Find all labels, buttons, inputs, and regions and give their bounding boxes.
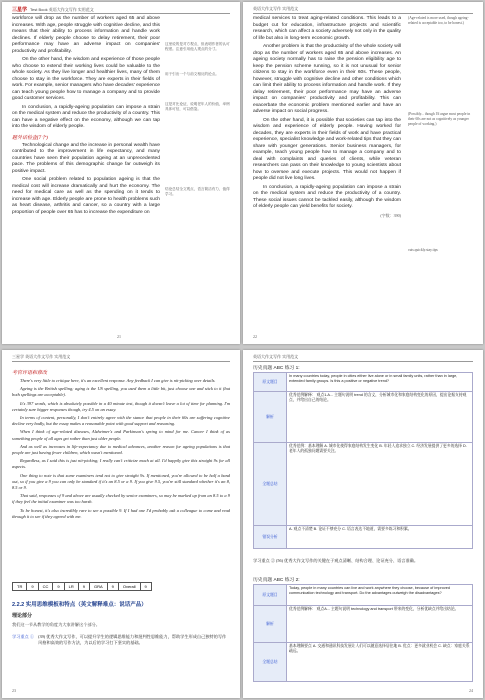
exercise-table — [253, 584, 473, 682]
margin-note: 用于引出一个与前文相反的论点。 — [165, 72, 219, 76]
page-header: 三星学 Test Book 英语大作文写作 实用范文 — [12, 6, 230, 14]
margin-note: (Possibly... though I'd argue most people in their 60s are not as cognitively as younger people of working.) — [408, 112, 471, 126]
margin-note: 这是对比论证，说明老年人的价值，举例具体可信，可以借鉴。 — [165, 102, 230, 111]
section-heading: 2.2.2 实用思维模板和特点（英文解释难点：说话产品） — [12, 602, 147, 608]
table-row: 错误分析 A. 观点不清楚 B. 论证不够充分 C. 语言表达不地道，需要多练习和积累。 — [254, 526, 473, 549]
paragraph: That said, responses of 9 and above are usually checked by senior examiners, so may be marked up from an 8.5 to a 9 if they feel the initial examiner was too harsh. — [12, 493, 230, 505]
paragraph: Ageing is the British spelling; aging is the US spelling, you used them a little bit, just choose one and stick to it (but both spellings are acceptable). — [12, 386, 230, 398]
paragraph: And as well as increases in life-expectancy due to medical advances, another reason for ageing populations is that people are just having fewer children, which wasn't mentioned. — [12, 443, 230, 456]
page-2 — [243, 2, 483, 344]
page-number: 23 — [12, 688, 16, 693]
paragraph: There's very little to critique here, it's an excellent response. Any feedback I can give is nit-picking over details. — [20, 378, 216, 383]
paragraph: Another problem is that the productivity of the whole society will drop as the number of workers aged 65 and above increases. An ageing society normally has to raise the pension eligibility age to keep the pension scheme running, so it is not unusual for senior citizens to stay in the workforce even in their 60s. These people, however, struggle with cognitive decline and other conditions which can limit their ability to process information and handle work. If they delay retirement, their poor performance may have an adverse impact on companies' productivity and profitability. This can exacerbate the economic problem mentioned earlier and have an adverse impact on social progress. — [253, 44, 401, 114]
page-header: 英语大作文写作 实用范文 — [253, 6, 473, 14]
paragraph: In conclusion, a rapidly-ageing population can impose a strain on the medical system and reduce the productivity of a country. This can have a negative effect on the economy, although we can tap into the wisdom of elderly people. — [12, 104, 160, 129]
page-3 — [2, 350, 240, 698]
paragraph: On the other hand, the wisdom and experience of those people who choose to extend their working lives could be valuable to the whole society. As they live longer and healthier lives, many of them choose to stay in the workforce. They are experts in their fields of work. For example, senior managers who have decades' experience can teach young people how to manage a company and to provide good customer services. — [12, 57, 160, 101]
page-4 — [243, 350, 483, 698]
paragraph: workforce will drop as the number of workers aged 65 and above increases. With age, people struggle with cognitive decline, and this means that their ability to process information and handle work declines. If elderly people choose to delay retirement, their poor performance may have an adverse impact on companies' productivity and profitability. — [12, 16, 160, 54]
study-point: 学习重点 ② (56) 优秀大作文写作的关键在于观点清晰、结构合理、论证充分、语言准确。 — [253, 558, 419, 563]
score-table: TR 9 CC 9 LR 9 GRA 9 Overall 9 — [12, 582, 152, 591]
paragraph: On the other hand, it is possible that societies can tap into the wisdom and experience of elderly people. Having worked for decades, they are experts in their fields of work and have practical experience, specialist knowledge and work-related tips that they can share with younger generations. Senior business managers, for example, teach young people how to manage a company and to deal with complaints and queries of clients, while veteran researchers can pass on their knowledge to young scientists about how to oversee and execute projects. This would not happen if people did not live long lives. — [253, 117, 401, 181]
table-row: 原文题目 In many countries today, people in cities either live alone or in small family units, rather than in large, extended family groups. Is this a positive or negative trend? — [254, 373, 473, 392]
page-number: 21 — [117, 334, 121, 339]
page-number: 24 — [469, 688, 473, 693]
study-point-label: 学习重点 ① — [12, 634, 35, 639]
table-row: 全题总结 优秀范例：基本理解 A. 城市化使得家庭结构发生变化 B. 年轻人追求独立 C. 经济发展提供了更多的选择 D. 老年人的孤独问题需要关注。 — [254, 443, 473, 526]
intro-text: 我们这一节从教学的角度为大家讲解这个部分。 — [12, 622, 100, 627]
margin-note: (Age-related is more used, though ageing-related is acceptable too, to be honest.) — [408, 16, 469, 25]
paragraph: It's 397 words, which is absolutely possible in a 40 minute test, though it doesn't leave a lot of time for planning. I'm certainly sure bigger responses though, try 4.5 on an essay. — [12, 400, 230, 412]
word-count: (字数：390) — [380, 212, 401, 218]
study-point-text: (39) 优秀大作文写作，可以提升学生的逻辑思维能力和批判性思维能力，帮助学生形成自己独特的写作风格和高效的写作方法，为以后的学习打下坚实的基础。 — [38, 634, 227, 645]
table-row: 全题总结 基本理解要点 A. 交通和通讯科技发展让人们可以随意选择居住地 B. 优点：更多就业机会 C. 缺点：家庭关系疏远。 — [254, 643, 473, 682]
paragraph: Technological change and the increase in personal wealth have contributed to the improvement in life expectancy, and many countries have seen their population ageing at an unprecedented pace. The problems of this demographic change far outweigh its positive impact. — [12, 142, 160, 174]
paragraph: In terms of content, personally, I don't entirely agree with the stance that people in their 60s are suffering cognitive decline very badly, but the essay makes a reasonable point with good support and reasoning. — [12, 415, 230, 427]
paragraph: medical services to treat aging-related conditions. This leads to a budget cut for education, infrastructure projects and scientific research, which can affect a society adversely not only in the quality of life but also in long-term economic growth. — [253, 16, 401, 41]
subheading: 理论部分 — [12, 613, 33, 619]
margin-note: 这里说的是对方观点，但表明作者的认可程度。注意引用他人观点的分寸。 — [165, 42, 230, 51]
table-row: 原文题目 Today, people in many countries can live and work anywhere they choose, because of improved communication technology and transport. Do the advantages outweigh the disadvantages? — [254, 585, 473, 606]
section-title: 题外话检查(7个) — [12, 135, 48, 141]
page-header: 英语大作文写作 实用范文 — [253, 354, 473, 362]
paragraph: One thing to note is that some examiners tend not to give straight 9s. If mentioned, you're allowed to be half a band out, so if you give a 9 you can only be standard if it's an 8.5 or a 9. If you give 9.5, you're still standard whether it's an 8, 8.5 or 9. — [12, 472, 230, 491]
page-1 — [2, 2, 240, 344]
paragraph: To be honest, it's also incredibly rare to see a possible 9. If I had one I'd probably ask a colleague to come and read through it to see if they agreed with me. — [12, 507, 230, 519]
margin-note: 结论总结全文观点，语言简洁有力，值得学习。 — [165, 187, 230, 196]
book-logo: 三星学 — [12, 7, 28, 13]
paragraph: One social problem related to population ageing is that the medical cost will increase dramatically and hurt the economy. The need for medical care as well as the spending on it tends to increase with age. Elderly people are prone to health problems such as heart disease, arthritis and cancer, so a country with a large proportion of people over 65 has to increase the expenditure on — [12, 177, 160, 215]
page-header: 三星学 英语大作文写作 实用范文 — [12, 354, 230, 362]
paragraph: Regardless, as I said this is just nit-picking; I really can't criticize much at all. I'd happily give this straight 9s for all aspects. — [12, 458, 230, 470]
paragraph: When I think of age-related diseases, Alzheimer's and Parkinson's spring to mind for me. Cancer I think of as something people of all ages get rather than just older people. — [12, 429, 230, 441]
margin-note: cuts.quickly.stay.tips — [408, 248, 438, 252]
paragraph: In conclusion, a rapidly-ageing population can impose a strain on the medical system and reduce the productivity of a country. These social issues cannot be tackled easily, although the wisdom of elderly people can yield benefits for society. — [253, 184, 401, 209]
section-title: 考官评语和修改 — [12, 371, 48, 376]
table-row: 解析 优秀范例解释： 观点A... 主题句说明 technology and transport 带来的变化，分析优缺点并给出结论。 — [254, 606, 473, 643]
table-row: 解析 优秀范例解释： 观点1.A... 主题句说明 trend 的含义，分析城市化和家庭结构变化的原因，提出论据支持观点，并给出自己的结论。 — [254, 392, 473, 443]
exercise-table — [253, 372, 473, 549]
page-number: 22 — [253, 334, 257, 339]
exercise-title: 历史真题 ABC 练习 2: — [253, 578, 300, 583]
exercise-title: 历史真题 ABC 练习 1: — [253, 366, 300, 371]
